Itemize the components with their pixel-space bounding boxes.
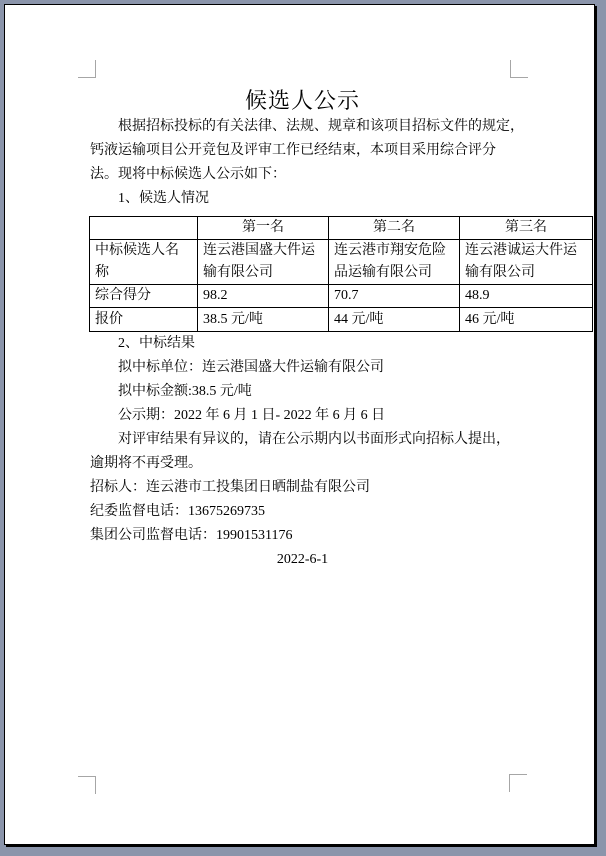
candidate-name-3: 连云港诚运大件运输有限公司	[460, 240, 593, 285]
row-label-price: 报价	[90, 308, 198, 332]
score-3: 48.9	[460, 285, 593, 308]
footer-discipline-phone: 纪委监督电话：13675269735	[90, 504, 265, 519]
score-2: 70.7	[329, 285, 460, 308]
table-row-score	[90, 285, 593, 308]
intro-line-2: 钙液运输项目公开竞包及评审工作已经结束，本项目采用综合评分	[90, 143, 496, 158]
table-header-rank-1: 第一名	[198, 217, 329, 240]
result-line-unit: 拟中标单位：连云港国盛大件运输有限公司	[118, 360, 384, 375]
margin-mark-bottom-left-icon	[78, 776, 96, 794]
candidate-name-1: 连云港国盛大件运输有限公司	[198, 240, 329, 285]
row-label-score: 综合得分	[90, 285, 198, 308]
document-title: 候选人公示	[244, 88, 360, 113]
document-page	[4, 4, 595, 845]
table-header-row	[90, 217, 593, 240]
objection-line-1: 对评审结果有异议的，请在公示期内以书面形式向招标人提出，	[118, 432, 510, 447]
table-header-rank-2: 第二名	[329, 217, 460, 240]
footer-group-phone: 集团公司监督电话：19901531176	[90, 528, 293, 543]
candidate-name-2: 连云港市翔安危险品运输有限公司	[329, 240, 460, 285]
margin-mark-bottom-right-icon	[509, 774, 527, 792]
price-1: 38.5 元/吨	[198, 308, 329, 332]
result-line-amount: 拟中标金额:38.5 元/吨	[118, 384, 252, 399]
price-2: 44 元/吨	[329, 308, 460, 332]
table-row-candidate-name	[90, 240, 593, 285]
footer-tenderer: 招标人：连云港市工投集团日晒制盐有限公司	[90, 480, 370, 495]
objection-line-2: 逾期将不再受理。	[90, 456, 202, 471]
intro-line-3: 法。现将中标候选人公示如下：	[90, 167, 286, 182]
result-line-period: 公示期：2022 年 6 月 1 日- 2022 年 6 月 6 日	[118, 408, 386, 423]
score-1: 98.2	[198, 285, 329, 308]
table-row-price	[90, 308, 593, 332]
document-date: 2022-6-1	[276, 552, 329, 567]
row-label-candidate-name: 中标候选人名称	[90, 240, 198, 285]
document-content	[90, 5, 577, 572]
table-header-rank-3: 第三名	[460, 217, 593, 240]
table-corner-cell	[90, 217, 198, 240]
price-3: 46 元/吨	[460, 308, 593, 332]
section-1-heading: 1、候选人情况	[118, 191, 209, 206]
section-2-heading: 2、中标结果	[118, 336, 195, 351]
intro-line-1: 根据招标投标的有关法律、法规、规章和该项目招标文件的规定，	[118, 119, 524, 134]
candidates-table	[89, 216, 593, 332]
